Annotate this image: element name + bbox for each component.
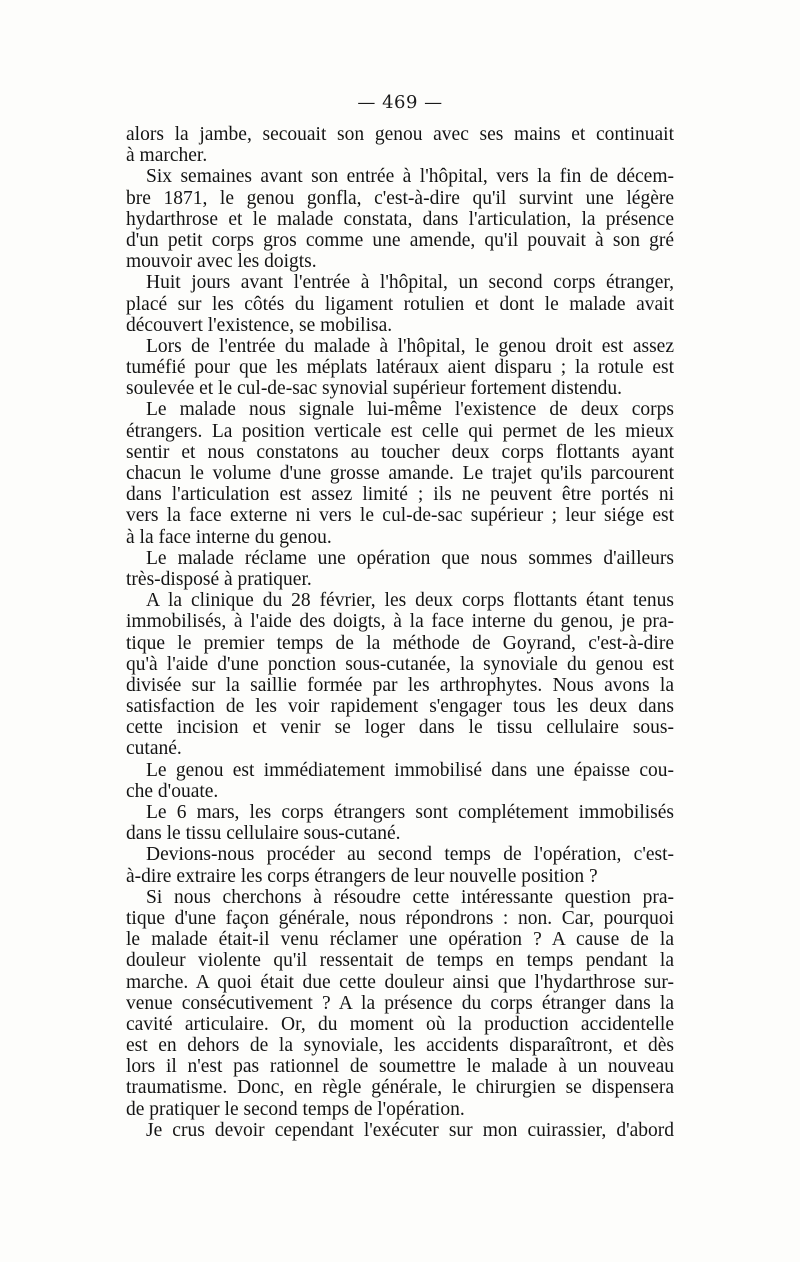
page-number: — 469 — bbox=[357, 92, 443, 113]
text-line: A la clinique du 28 février, les deux corps flottants étant tenus bbox=[146, 590, 674, 612]
text-line: est en dehors de la synoviale, les accidents disparaîtront, et dès bbox=[126, 1035, 674, 1057]
text-line: tuméfié pour que les méplats latéraux aient disparu ; la rotule est bbox=[126, 357, 674, 379]
text-line: satisfaction de les voir rapidement s'engager tous les deux dans bbox=[126, 696, 674, 718]
text-line: chacun le volume d'une grosse amande. Le trajet qu'ils parcourent bbox=[126, 463, 674, 484]
text-line: hydarthrose et le malade constata, dans l'articulation, la présence bbox=[126, 208, 674, 230]
text-line: à marcher. bbox=[126, 145, 208, 167]
text-line: alors la jambe, secouait son genou avec ses mains et continuait bbox=[126, 124, 674, 145]
text-line: dans l'articulation est assez limité ; ils ne peuvent être portés ni bbox=[126, 484, 674, 506]
text-line: immobilisés, à l'aide des doigts, à la face interne du genou, je pra- bbox=[126, 611, 674, 633]
text-line: à la face interne du genou. bbox=[126, 526, 332, 548]
text-line: vers la face externe ni vers le cul-de-sac supérieur ; leur siége est bbox=[126, 505, 674, 527]
text-line: marche. A quoi était due cette douleur ainsi que l'hydarthrose sur- bbox=[126, 971, 674, 993]
text-line: Si nous cherchons à résoudre cette intéressante question pra- bbox=[146, 886, 674, 908]
text-line: Le malade réclame une opération que nous sommes d'ailleurs bbox=[146, 547, 674, 569]
text-line: Je crus devoir cependant l'exécuter sur mon cuirassier, d'abord bbox=[146, 1119, 674, 1141]
text-line: cette incision et venir se loger dans le tissu cellulaire sous- bbox=[126, 717, 674, 739]
text-line: dans le tissu cellulaire sous-cutané. bbox=[126, 823, 401, 845]
text-line: Le genou est immédiatement immobilisé dans une épaisse cou- bbox=[146, 759, 674, 781]
text-line: placé sur les côtés du ligament rotulien et dont le malade avait bbox=[126, 293, 674, 315]
text-line: découvert l'existence, se mobilisa. bbox=[126, 314, 393, 336]
text-line: divisée sur la saillie formée par les arthrophytes. Nous avons la bbox=[126, 674, 674, 696]
text-line: tique d'une façon générale, nous répondrons : non. Car, pourquoi bbox=[126, 907, 674, 929]
text-line: Le malade nous signale lui-même l'existence de deux corps bbox=[146, 399, 674, 421]
text-line: tique le premier temps de la méthode de Goyrand, c'est-à-dire bbox=[126, 632, 674, 654]
text-line: le malade était-il venu réclamer une opération ? A cause de la bbox=[126, 929, 674, 951]
text-line: mouvoir avec les doigts. bbox=[126, 251, 317, 273]
text-line: che d'ouate. bbox=[126, 780, 219, 802]
text-line: bre 1871, le genou gonfla, c'est-à-dire qu'il survint une légère bbox=[126, 187, 674, 209]
text-line: Huit jours avant l'entrée à l'hôpital, un second corps étranger, bbox=[146, 272, 674, 294]
text-line: de pratiquer le second temps de l'opération. bbox=[126, 1098, 465, 1120]
text-line: étrangers. La position verticale est celle qui permet de les mieux bbox=[126, 420, 674, 442]
text-line: Devions-nous procéder au second temps de l'opération, c'est- bbox=[146, 844, 674, 866]
text-line: lors il n'est pas rationnel de soumettre le malade à un nouveau bbox=[126, 1056, 674, 1078]
text-line: Lors de l'entrée du malade à l'hôpital, le genou droit est assez bbox=[146, 335, 674, 357]
text-line: soulevée et le cul-de-sac synovial supérieur fortement distendu. bbox=[126, 378, 622, 400]
text-line: cavité articulaire. Or, du moment où la production accidentelle bbox=[126, 1013, 674, 1035]
text-line: à-dire extraire les corps étrangers de leur nouvelle position ? bbox=[126, 865, 598, 887]
text-line: Six semaines avant son entrée à l'hôpital, vers la fin de décem- bbox=[146, 166, 674, 188]
text-line: d'un petit corps gros comme une amende, qu'il pouvait à son gré bbox=[126, 229, 674, 251]
text-line: sentir et nous constatons au toucher deux corps flottants ayant bbox=[126, 441, 674, 463]
text-line: cutané. bbox=[126, 738, 182, 760]
text-line: très-disposé à pratiquer. bbox=[126, 568, 312, 590]
text-line: qu'à l'aide d'une ponction sous-cutanée, la synoviale du genou est bbox=[126, 653, 674, 675]
text-line: traumatisme. Donc, en règle générale, le chirurgien se dispensera bbox=[126, 1077, 674, 1099]
text-line: venue consécutivement ? A la présence du corps étranger dans la bbox=[126, 992, 674, 1014]
text-line: Le 6 mars, les corps étrangers sont complétement immobilisés bbox=[146, 802, 674, 823]
body-text bbox=[126, 124, 674, 1141]
text-line: douleur violente qu'il ressentait de temps en temps pendant la bbox=[126, 950, 674, 972]
